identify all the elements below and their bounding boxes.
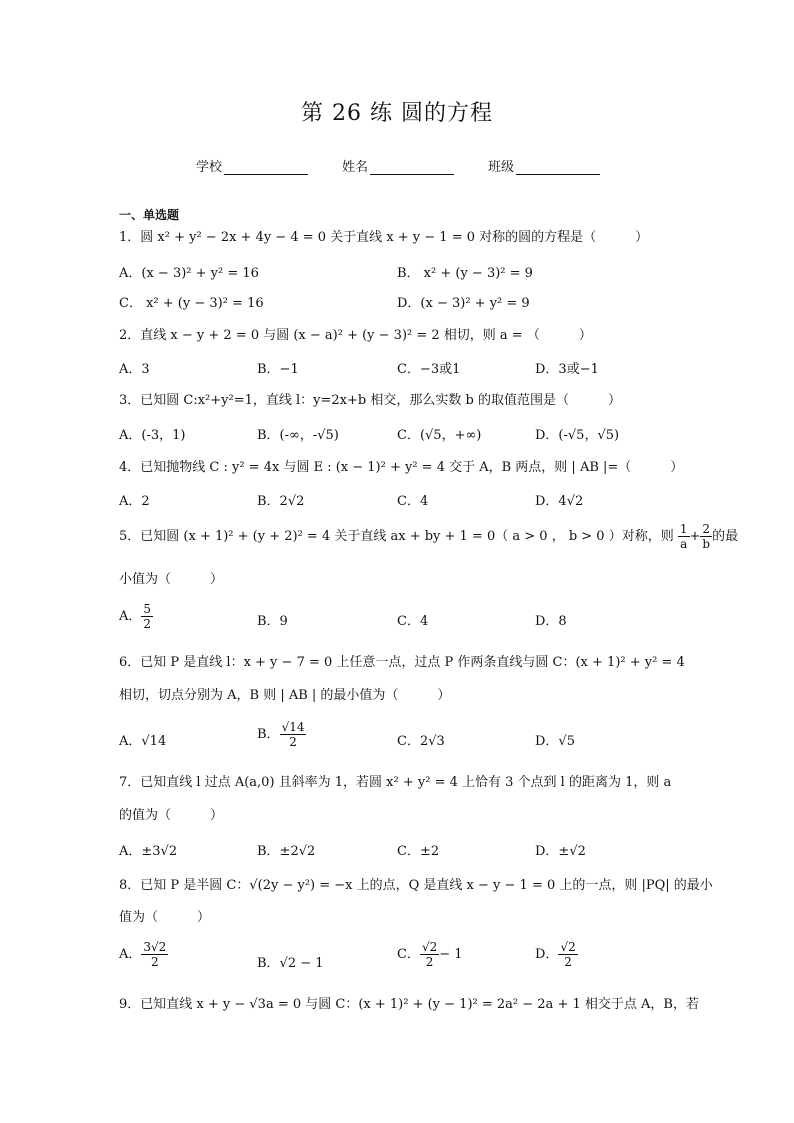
question-5-stem-tail: 的最	[712, 529, 739, 544]
question-6-stem: 6．已知 P 是直线 l：x + y − 7 = 0 上任意一点，过点 P 作两条直线与圆 C：(x + 1)² + y² = 4	[119, 655, 685, 670]
question-6-option-d: D．√5	[535, 734, 575, 749]
question-4-stem: 4．已知抛物线 C : y² = 4x 与圆 E : (x − 1)² + y² = 4 交于 A，B 两点，则 | AB |=（ ）	[119, 460, 684, 475]
question-2-option-b: B．−1	[257, 362, 299, 377]
question-1-option-b: B． x² + (y − 3)² = 9	[397, 266, 533, 281]
class-label: 班级	[488, 160, 515, 175]
question-1-option-a: A．(x − 3)² + y² = 16	[119, 266, 259, 281]
question-6-option-b: B． $\frac{√14}{2}$	[257, 720, 305, 749]
question-6-option-c: C．2√3	[397, 734, 445, 749]
question-8-option-a: A． $\frac{3√2}{2}$	[119, 940, 167, 969]
question-1-option-c: C． x² + (y − 3)² = 16	[119, 296, 264, 311]
school-label: 学校	[196, 160, 223, 175]
fraction-1-over-a: $\frac{1}{a}$	[679, 522, 688, 551]
question-8-stem: 8．已知 P 是半圆 C：√(2y − y²) = −x 上的点，Q 是直线 x − y − 1 = 0 上的一点，则 |PQ| 的最小	[119, 878, 713, 893]
question-5-option-c: C．4	[397, 614, 429, 629]
page-title: 第 26 练 圆的方程	[301, 101, 493, 126]
question-7-option-b: B．±2√2	[257, 844, 316, 859]
question-3-option-d: D．(-√5，√5)	[535, 428, 620, 443]
question-4-option-a: A．2	[119, 494, 150, 509]
fraction-2-over-b: $\frac{2}{b}$	[702, 522, 711, 551]
question-4-option-b: B．2√2	[257, 494, 305, 509]
question-7-stem-line2: 的值为（ ）	[119, 808, 224, 823]
name-label: 姓名	[342, 160, 369, 175]
question-8-option-c: C． $\frac{√2}{2}$ − 1	[397, 940, 463, 969]
question-6-option-a: A．√14	[119, 734, 167, 749]
question-5-stem-text: 5．已知圆 (x + 1)² + (y + 2)² = 4 关于直线 ax + by + 1 = 0（ a > 0 ， b > 0 ）对称，则	[119, 529, 674, 544]
question-9-stem: 9．已知直线 x + y − √3a = 0 与圆 C：(x + 1)² + (y − 1)² = 2a² − 2a + 1 相交于点 A，B，若	[119, 997, 699, 1012]
question-4-option-c: C．4	[397, 494, 429, 509]
question-7-option-d: D．±√2	[535, 844, 586, 859]
question-7-stem: 7．已知直线 l 过点 A(a,0) 且斜率为 1，若圆 x² + y² = 4 上恰有 3 个点到 l 的距离为 1，则 a	[119, 775, 672, 790]
question-7-option-a: A．±3√2	[119, 844, 178, 859]
section-heading: 一、单选题	[119, 208, 180, 222]
question-3-option-c: C．(√5，+∞)	[397, 428, 482, 443]
question-3-option-a: A．(-3，1)	[119, 428, 186, 443]
question-2-stem: 2．直线 x − y + 2 = 0 与圆 (x − a)² + (y − 3)² = 2 相切，则 a = （ ）	[119, 328, 592, 343]
question-7-option-c: C．±2	[397, 844, 440, 859]
question-5-option-b: B．9	[257, 614, 288, 629]
question-2-option-d: D．3或−1	[535, 362, 599, 377]
question-1-stem: 1．圆 x² + y² − 2x + 4y − 4 = 0 关于直线 x + y − 1 = 0 对称的圆的方程是（ ）	[119, 230, 649, 245]
question-3-option-b: B．(-∞，-√5)	[257, 428, 339, 443]
question-8-stem-line2: 值为（ ）	[119, 910, 211, 925]
question-4-option-d: D．4√2	[535, 494, 584, 509]
question-6-stem-line2: 相切，切点分别为 A，B 则 | AB | 的最小值为（ ）	[119, 688, 451, 703]
question-5-option-a: A． $\frac{5}{2}$	[119, 602, 152, 631]
question-2-option-c: C．−3或1	[397, 362, 461, 377]
question-5-stem: 5．已知圆 (x + 1)² + (y + 2)² = 4 关于直线 ax + by + 1 = 0（ a > 0 ， b > 0 ）对称，则 $\frac{1}{a}$ + $\frac{2}{b}$ 的最	[119, 522, 739, 551]
question-5-stem-line2: 小值为（ ）	[119, 572, 224, 587]
question-3-stem: 3．已知圆 C:x²+y²=1，直线 l：y=2x+b 相交，那么实数 b 的取值范围是（ ）	[119, 393, 621, 408]
class-field[interactable]	[488, 156, 600, 175]
question-8-option-d: D． $\frac{√2}{2}$	[535, 940, 576, 969]
question-5-option-d: D．8	[535, 614, 567, 629]
school-field[interactable]	[196, 156, 308, 175]
question-1-option-d: D．(x − 3)² + y² = 9	[397, 296, 530, 311]
question-8-option-b: B．√2 − 1	[257, 956, 324, 971]
name-field[interactable]	[342, 156, 454, 175]
question-2-option-a: A．3	[119, 362, 150, 377]
